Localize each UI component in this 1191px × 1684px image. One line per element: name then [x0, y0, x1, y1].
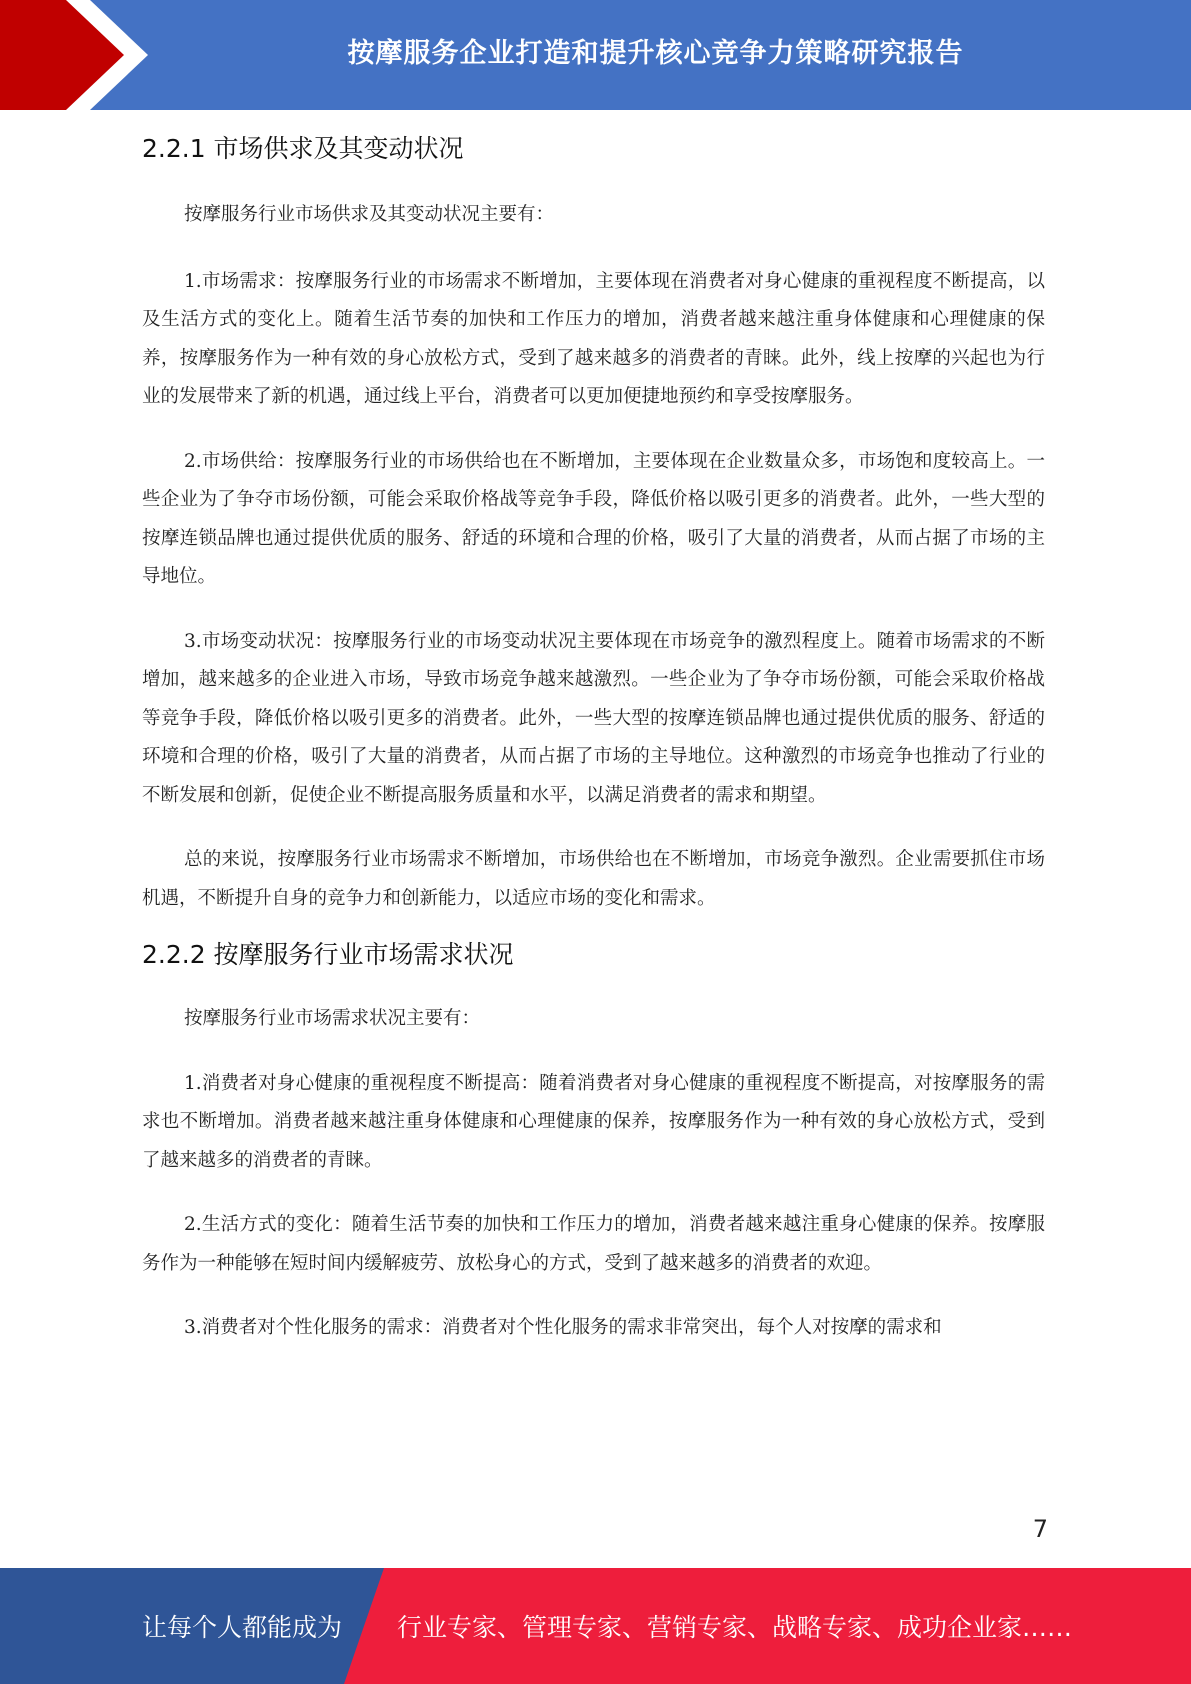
- paragraph: 2.市场供给：按摩服务行业的市场供给也在不断增加，主要体现在企业数量众多，市场饱和度较高上。一些企业为了争夺市场份额，可能会采取价格战等竞争手段，降低价格以吸引更多的消费者。此外，一些大型的按摩连锁品牌也通过提供优质的服务、舒适的环境和合理的价格，吸引了大量的消费者，从而占据了市场的主导地位。: [142, 450, 1045, 587]
- paragraph: 3.市场变动状况：按摩服务行业的市场变动状况主要体现在市场竞争的激烈程度上。随着市场需求的不断增加，越来越多的企业进入市场，导致市场竞争越来越激烈。一些企业为了争夺市场份额，可能会采取价格战等竞争手段，降低价格以吸引更多的消费者。此外，一些大型的按摩连锁品牌也通过提供优质的服务、舒适的环境和合理的价格，吸引了大量的消费者，从而占据了市场的主导地位。这种激烈的市场竞争也推动了行业的不断发展和创新，促使企业不断提高服务质量和水平，以满足消费者的需求和期望。: [142, 630, 1045, 806]
- page-number: 7: [1032, 1515, 1048, 1543]
- paragraph: 按摩服务行业市场供求及其变动状况主要有：: [184, 204, 555, 225]
- paragraph: 2.生活方式的变化：随着生活节奏的加快和工作压力的增加，消费者越来越注重身心健康的保养。按摩服务作为一种能够在短时间内缓解疲劳、放松身心的方式，受到了越来越多的消费者的欢迎。: [142, 1214, 1045, 1274]
- page-footer: [0, 1568, 1191, 1684]
- report-title: 按摩服务企业打造和提升核心竞争力策略研究报告: [347, 37, 964, 69]
- paragraph: 3.消费者对个性化服务的需求：消费者对个性化服务的需求非常突出，每个人对按摩的需求和: [184, 1317, 942, 1338]
- page-header: [0, 0, 1191, 110]
- footer-slogan-left: 让每个人都能成为: [142, 1613, 343, 1642]
- paragraph: 总的来说，按摩服务行业市场需求不断增加，市场供给也在不断增加，市场竞争激烈。企业需要抓住市场机遇，不断提升自身的竞争力和创新能力，以适应市场的变化和需求。: [142, 849, 1045, 909]
- footer-slogan-right: 行业专家、管理专家、营销专家、战略专家、成功企业家……: [397, 1613, 1073, 1642]
- paragraph: 1.市场需求：按摩服务行业的市场需求不断增加，主要体现在消费者对身心健康的重视程度不断提高，以及生活方式的变化上。随着生活节奏的加快和工作压力的增加，消费者越来越注重身体健康和心理健康的保养，按摩服务作为一种有效的身心放松方式，受到了越来越多的消费者的青睐。此外，线上按摩的兴起也为行业的发展带来了新的机遇，通过线上平台，消费者可以更加便捷地预约和享受按摩服务。: [142, 270, 1045, 407]
- paragraph: 按摩服务行业市场需求状况主要有：: [184, 1008, 481, 1029]
- section-heading: 2.2.2 按摩服务行业市场需求状况: [142, 940, 514, 969]
- document-body: [142, 110, 1045, 1348]
- section-heading: 2.2.1 市场供求及其变动状况: [142, 134, 464, 163]
- paragraph: 1.消费者对身心健康的重视程度不断提高：随着消费者对身心健康的重视程度不断提高，对按摩服务的需求也不断增加。消费者越来越注重身体健康和心理健康的保养，按摩服务作为一种有效的身心放松方式，受到了越来越多的消费者的青睐。: [142, 1072, 1045, 1171]
